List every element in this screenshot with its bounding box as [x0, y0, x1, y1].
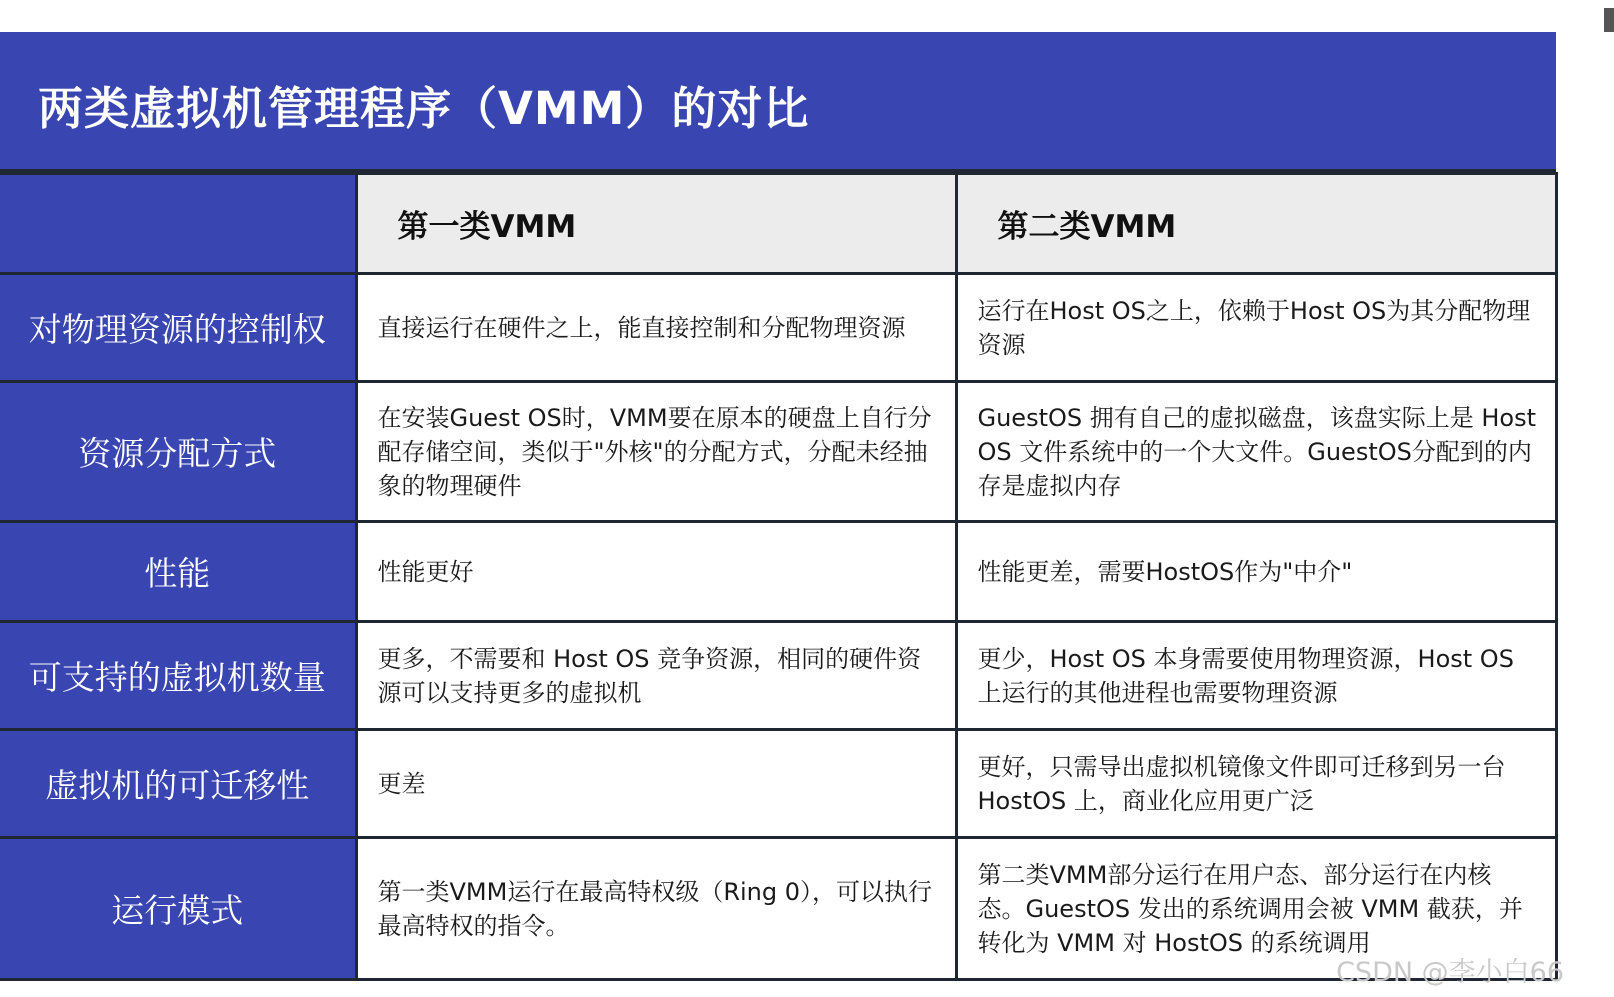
- comparison-table: [0, 172, 1558, 981]
- row-label: 资源分配方式: [0, 382, 356, 522]
- type1-cell: 性能更好: [356, 522, 956, 622]
- csdn-watermark: CSDN @李小白66: [1336, 957, 1564, 988]
- type1-cell: 第一类VMM运行在最高特权级（Ring 0），可以执行最高特权的指令。: [356, 838, 956, 980]
- type2-cell: 更少，Host OS 本身需要使用物理资源，Host OS 上运行的其他进程也需要物理资源: [956, 622, 1556, 730]
- header-corner-cell: [0, 174, 356, 274]
- type2-cell: 更好，只需导出虚拟机镜像文件即可迁移到另一台 HostOS 上，商业化应用更广泛: [956, 730, 1556, 838]
- table-row: [0, 838, 1556, 980]
- row-label: 对物理资源的控制权: [0, 274, 356, 382]
- row-label: 性能: [0, 522, 356, 622]
- row-label: 虚拟机的可迁移性: [0, 730, 356, 838]
- table-row: [0, 522, 1556, 622]
- slide: [0, 32, 1556, 986]
- table-row: [0, 730, 1556, 838]
- type2-cell: 运行在Host OS之上，依赖于Host OS为其分配物理资源: [956, 274, 1556, 382]
- type1-cell: 更差: [356, 730, 956, 838]
- type1-cell: 更多，不需要和 Host OS 竞争资源，相同的硬件资源可以支持更多的虚拟机: [356, 622, 956, 730]
- row-label: 可支持的虚拟机数量: [0, 622, 356, 730]
- table-header-row: [0, 174, 1556, 274]
- slide-title: 两类虚拟机管理程序（VMM）的对比: [38, 82, 810, 135]
- table-row: [0, 622, 1556, 730]
- type2-cell: 性能更差，需要HostOS作为"中介": [956, 522, 1556, 622]
- table-row: [0, 382, 1556, 522]
- row-label: 运行模式: [0, 838, 356, 980]
- type2-cell: 第二类VMM部分运行在用户态、部分运行在内核态。GuestOS 发出的系统调用会被 VMM 截获，并转化为 VMM 对 HostOS 的系统调用: [956, 838, 1556, 980]
- header-type1: 第一类VMM: [356, 174, 956, 274]
- type1-cell: 直接运行在硬件之上，能直接控制和分配物理资源: [356, 274, 956, 382]
- title-bar: [0, 32, 1556, 172]
- header-type2: 第二类VMM: [956, 174, 1556, 274]
- type1-cell: 在安装Guest OS时，VMM要在原本的硬盘上自行分配存储空间，类似于"外核"的分配方式，分配未经抽象的物理硬件: [356, 382, 956, 522]
- table-row: [0, 274, 1556, 382]
- edge-scroll-marker: [1604, 8, 1614, 32]
- type2-cell: GuestOS 拥有自己的虚拟磁盘，该盘实际上是 Host OS 文件系统中的一个大文件。GuestOS分配到的内存是虚拟内存: [956, 382, 1556, 522]
